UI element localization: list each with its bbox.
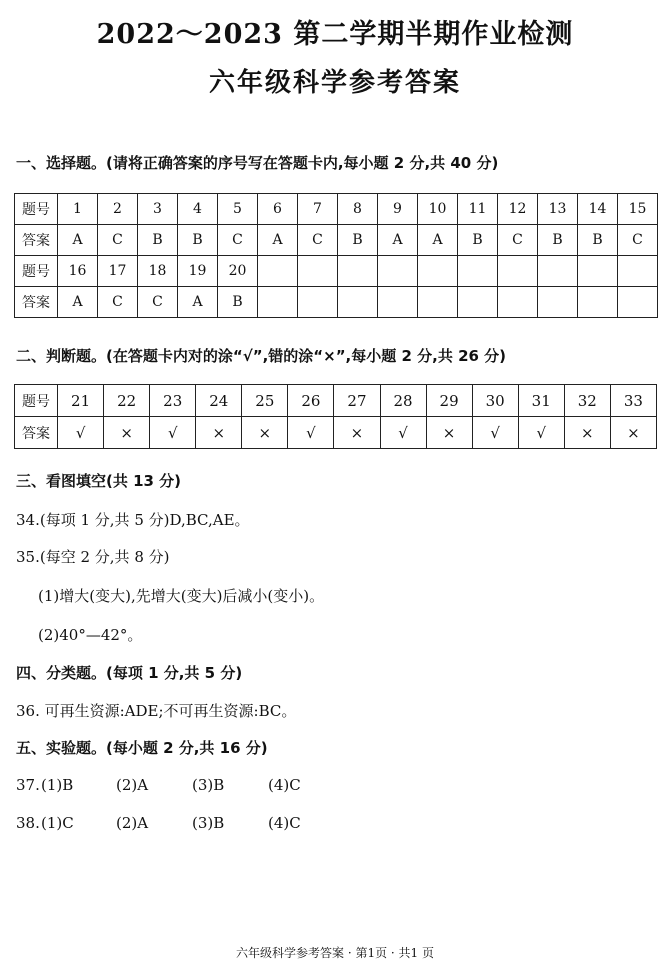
row-label: 题号 [15, 385, 58, 417]
table-cell: 12 [498, 194, 538, 225]
table-cell: 3 [138, 194, 178, 225]
number-row [15, 256, 658, 287]
q38-label: 38. [16, 814, 40, 832]
section2-heading: 二、判断题。(在答题卡内对的涂“√”,错的涂“×”,每小题 2 分,共 26 分) [16, 347, 507, 365]
table-cell: A [258, 225, 298, 256]
table-cell: × [242, 417, 288, 449]
q34-answer: 34.(每项 1 分,共 5 分)D,BC,AE。 [16, 511, 250, 529]
table-cell [538, 287, 578, 318]
table-cell: A [58, 287, 98, 318]
section3-heading: 三、看图填空(共 13 分) [16, 472, 182, 490]
answer-row [15, 417, 657, 449]
q38-answer [16, 814, 356, 834]
row-label: 题号 [15, 256, 58, 287]
table-cell: √ [58, 417, 104, 449]
row-label: 答案 [15, 287, 58, 318]
table-cell: 13 [538, 194, 578, 225]
number-row [15, 385, 657, 417]
table-cell: 25 [242, 385, 288, 417]
table-cell: 17 [98, 256, 138, 287]
table-cell: C [618, 225, 658, 256]
table-cell: B [538, 225, 578, 256]
row-label: 答案 [15, 225, 58, 256]
table-cell: 2 [98, 194, 138, 225]
q38-part1: (1)C [41, 814, 74, 832]
table-cell: × [610, 417, 656, 449]
table-cell: B [458, 225, 498, 256]
table-cell: C [298, 225, 338, 256]
true-false-table [14, 384, 657, 449]
table-cell [338, 287, 378, 318]
table-cell: 27 [334, 385, 380, 417]
section1-heading: 一、选择题。(请将正确答案的序号写在答题卡内,每小题 2 分,共 40 分) [16, 154, 499, 172]
table-cell: A [178, 287, 218, 318]
table-cell: B [138, 225, 178, 256]
table-cell: 21 [58, 385, 104, 417]
table-cell [578, 256, 618, 287]
table-cell [418, 256, 458, 287]
section4-heading: 四、分类题。(每项 1 分,共 5 分) [16, 664, 243, 682]
q35-part2: (2)40°—42°。 [38, 626, 143, 644]
table-cell: 10 [418, 194, 458, 225]
table-cell: 9 [378, 194, 418, 225]
table-cell: × [334, 417, 380, 449]
table-cell: 20 [218, 256, 258, 287]
table-cell: B [338, 225, 378, 256]
table-cell [298, 287, 338, 318]
table-cell: 29 [426, 385, 472, 417]
number-row [15, 194, 658, 225]
table-cell [338, 256, 378, 287]
table-cell [258, 287, 298, 318]
table-cell: 14 [578, 194, 618, 225]
table-cell [458, 256, 498, 287]
q38-part4: (4)C [268, 814, 301, 832]
table-cell: 31 [518, 385, 564, 417]
table-cell [498, 287, 538, 318]
multiple-choice-table [14, 193, 658, 318]
table-cell [498, 256, 538, 287]
title-line-1: 2022～2023 第二学期半期作业检测 [96, 19, 574, 50]
table-cell: 19 [178, 256, 218, 287]
section5-heading: 五、实验题。(每小题 2 分,共 16 分) [16, 739, 268, 757]
table-cell: 1 [58, 194, 98, 225]
table-cell: C [498, 225, 538, 256]
table-cell [298, 256, 338, 287]
table-cell: 6 [258, 194, 298, 225]
table-cell: × [564, 417, 610, 449]
table-cell: B [578, 225, 618, 256]
table-cell: C [98, 287, 138, 318]
table-cell: A [58, 225, 98, 256]
table-cell: C [98, 225, 138, 256]
q35-answer: 35.(每空 2 分,共 8 分) [16, 548, 170, 566]
table-cell [578, 287, 618, 318]
table-cell [538, 256, 578, 287]
table-cell: C [138, 287, 178, 318]
q37-answer [16, 776, 356, 796]
row-label: 答案 [15, 417, 58, 449]
table-cell: √ [472, 417, 518, 449]
table-cell: × [196, 417, 242, 449]
table-cell: × [104, 417, 150, 449]
table-cell: 11 [458, 194, 498, 225]
table-cell [458, 287, 498, 318]
page-footer: 六年级科学参考答案 · 第1页 · 共1 页 [236, 946, 434, 960]
q37-part2: (2)A [116, 776, 149, 794]
table-cell: 16 [58, 256, 98, 287]
row-label: 题号 [15, 194, 58, 225]
table-cell: 5 [218, 194, 258, 225]
q37-part3: (3)B [192, 776, 225, 794]
table-cell [258, 256, 298, 287]
q37-part1: (1)B [41, 776, 74, 794]
table-cell: A [378, 225, 418, 256]
table-cell: 24 [196, 385, 242, 417]
q37-part4: (4)C [268, 776, 301, 794]
table-cell: B [178, 225, 218, 256]
table-cell [618, 256, 658, 287]
table-cell: 8 [338, 194, 378, 225]
table-cell: 32 [564, 385, 610, 417]
table-cell: 23 [150, 385, 196, 417]
table-cell: C [218, 225, 258, 256]
table-cell: 33 [610, 385, 656, 417]
table-cell [418, 287, 458, 318]
table-cell: √ [380, 417, 426, 449]
q37-label: 37. [16, 776, 40, 794]
answer-row [15, 225, 658, 256]
table-cell: A [418, 225, 458, 256]
table-cell: √ [288, 417, 334, 449]
q35-part1: (1)增大(变大),先增大(变大)后减小(变小)。 [38, 587, 325, 605]
table-cell: 18 [138, 256, 178, 287]
table-cell: √ [518, 417, 564, 449]
table-cell [378, 287, 418, 318]
q36-answer: 36. 可再生资源:ADE;不可再生资源:BC。 [16, 702, 297, 720]
q38-part2: (2)A [116, 814, 149, 832]
answer-row [15, 287, 658, 318]
table-cell: √ [150, 417, 196, 449]
table-cell: 4 [178, 194, 218, 225]
table-cell: 28 [380, 385, 426, 417]
title-line-2: 六年级科学参考答案 [208, 68, 461, 98]
table-cell: 15 [618, 194, 658, 225]
table-cell: 7 [298, 194, 338, 225]
table-cell: 22 [104, 385, 150, 417]
q38-part3: (3)B [192, 814, 225, 832]
table-cell: 30 [472, 385, 518, 417]
table-cell: B [218, 287, 258, 318]
table-cell [378, 256, 418, 287]
table-cell [618, 287, 658, 318]
table-cell: × [426, 417, 472, 449]
table-cell: 26 [288, 385, 334, 417]
